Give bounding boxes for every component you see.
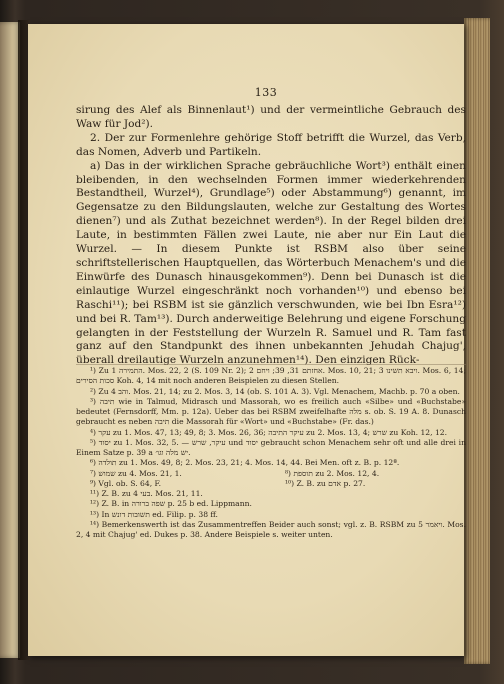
footnotes [76, 366, 466, 540]
footnote-3: ³) תיבה wie in Talmud, Midrasch und Massorah, wo es freilich auch «Silbe» und «Buchstabe» bedeutet (Fernsdorff, Mm. p. 12a). Ueber das bei RSBM zweifelhafte מלה s. ob. S. 19 A. 8. Dunasch gebraucht es neben תיבה die Massorah für «Wort» und «Buchstabe» (Fr. das.) [76, 396, 466, 427]
footnote-1: ¹) Zu התמירה 1. Mos. 22, 2 (S. 109 Nr. 2); אחזתם 31, 39; ויחם 2. Mos. 10, 21; ויבא תשינו 3. Mos. 6, 14; סכות הסירים Koh. 4, 14 mit noch anderen Beispielen zu diesen Stellen. [76, 366, 467, 386]
paragraph-1: sirung des Alef als Binnenlaut¹) und der vermeintliche Gebrauch des Waw für Jod²). [76, 104, 466, 130]
footnote-5: ⁵) יסוד zu 1. Mos. 32, 5. — עיקר, שרש und יסוד gebraucht schon Menachem sehr oft und alle drei in Einem Satze p. 39 a יש מלה וגו׳. [76, 437, 466, 457]
footnote-9: ⁹) Vgl. ob. S. 64, F. [90, 478, 162, 488]
footnote-8: ⁸) תוספת zu 2. Mos. 12, 4. [285, 468, 380, 478]
page-number: 133 [254, 86, 278, 99]
footnote-10: ¹⁰) Z. B. zu אדם p. 27. [285, 478, 366, 488]
footnote-14: ¹⁴) Bemerkenswerth ist das Zusammentreffen Beider auch sonst; vgl. z. B. RSBM zu ויאמר 5. Mos. 2, 4 mit Chajug' ed. Dukes p. 38. Andere Beispiele s. weiter unten. [76, 519, 466, 539]
footnote-4: ⁴) עקר zu 1. Mos. 47, 13; 49, 8; 3. Mos. 26, 36; עיקר התיבה zu 2. Mos. 13, 4; שרש zu Koh. 12, 12. [90, 427, 448, 437]
footnote-13: ¹³) In תשובות דונש ed. Filip. p. 38 ff. [90, 509, 218, 519]
footnote-11: ¹¹) Z. B. zu בעי 4. Mos. 21, 11. [90, 489, 203, 498]
footnote-rule [76, 364, 466, 365]
paragraph-3: a) Das in der wirklichen Sprache gebräuchliche Wort³) enthält einen bleibenden, in den wechselnden Formen immer wiederkehrenden Bestandtheil, Wurzel⁴), Grundlage⁵) oder Abstammung⁶) genannt, im Gegensatze zu den Bildungslauten, welche zur Gestaltung des Wortes dienen⁷) und als Zuthat bezeichnet werden⁸). In der Regel bilden drei Laute, in bestimmten Fällen zwei Laute, nie aber nur Ein Laut die Wurzel. — In diesem Punkte ist RSBM also über seine schriftstellerischen Hauptquellen, das Wörterbuch Menachem's und die Einwürfe des Dunasch hinausgekommen⁹). Denn bei Dunasch ist die einlautige Wurzel eingeschränkt noch vorhanden¹⁰) und ebenso bei Raschi¹¹); bei RSBM ist sie gänzlich verschwunden, wie bei Ibn Esra¹²) und bei R. Tam¹³). Durch anderweitige Belehrung und eigene Forschung gelangten in der Feststellung der Wurzeln R. Samuel und R. Tam fast ganz auf den Standpunkt des ihnen unbekannten Jehudah Chajug', überall dreilautige Wurzeln anzunehmen¹⁴). Den einzigen Rück- [76, 159, 467, 367]
footnote-12: ¹²) Z. B. in שפה ברורה p. 25 b ed. Lippmann. [90, 499, 252, 509]
main-text [76, 104, 466, 368]
footnote-7: ⁷) שמוש zu 4. Mos. 21, 1. [90, 468, 182, 478]
page-content [76, 24, 472, 656]
footnote-pair [76, 469, 466, 479]
footnote-pair [76, 479, 466, 489]
footnote-2: ²) Zu והב 4. Mos. 21, 14; zu 2. Mos. 3, 14 (ob. S. 101 A. 3). Vgl. Menachem, Machb. p. 70 a oben. [90, 386, 460, 396]
paragraph-2: 2. Der zur Formenlehre gehörige Stoff betrifft die Wurzel, das Verb, das Nomen, Adverb und Partikeln. [76, 131, 466, 158]
facing-page-edge [0, 22, 20, 658]
footnote-6: ⁶) תולדה zu 1. Mos. 49, 8; 2. Mos. 23, 21; 4. Mos. 14, 44. Bei Men. oft z. B. p. 12ª. [90, 458, 400, 468]
book-page [28, 24, 467, 656]
